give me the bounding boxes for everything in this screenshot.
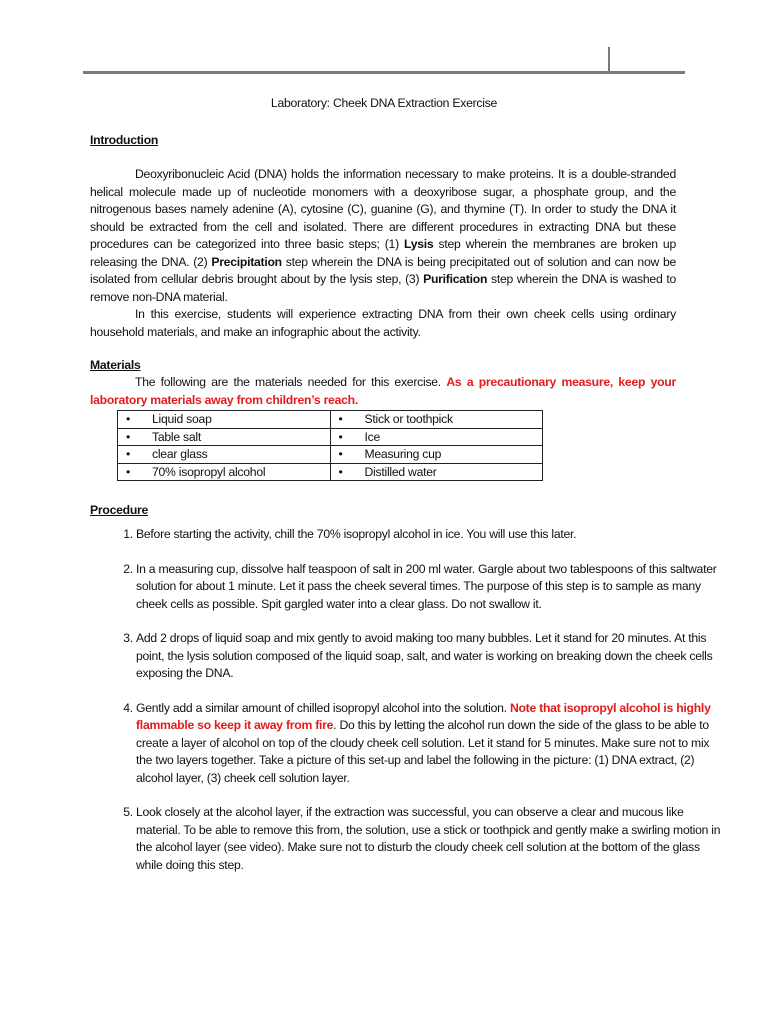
materials-intro	[90, 374, 676, 409]
material-item: Liquid soap	[152, 412, 212, 427]
document-title: Laboratory: Cheek DNA Extraction Exercise	[270, 96, 498, 110]
text: The following are the materials needed for this exercise.	[135, 375, 447, 389]
table-cell	[118, 428, 331, 446]
bullet: •	[338, 429, 343, 444]
bullet: •	[126, 447, 131, 462]
procedure-step: 5. Look closely at the alcohol layer, if the extraction was successful, you can observe a clear and mucous like material. To be able to remove this from, the solution, use a stick or toothpick and gently make a swirling motion in the alcohol layer (see video). Make sure not to disturb the cloudy cheek cell solution at the bottom of the glass while doing this step.	[136, 804, 722, 874]
introduction-paragraph-2: In this exercise, students will experience extracting DNA from their own cheek cells using ordinary household materials, and make an infographic about the activity.	[90, 307, 676, 339]
material-item: Table salt	[152, 429, 201, 444]
procedure-step: 2. In a measuring cup, dissolve half teaspoon of salt in 200 ml water. Gargle about two tablespoons of this saltwater solution for about 1 minute. Let it pass the cheek several times. The purpose of this step is to sample as many cheek cells as possible. Spit gargled water into a clear glass. Do not swallow it.	[136, 561, 722, 613]
table-cell	[330, 411, 543, 429]
bullet: •	[126, 429, 131, 444]
table-row	[118, 428, 543, 446]
material-item: Ice	[364, 429, 381, 444]
table-row	[118, 411, 543, 429]
bullet: •	[338, 447, 343, 462]
header-rule	[83, 71, 685, 74]
header-tick	[608, 47, 610, 72]
flammable-warning: Note that isopropyl alcohol is highly flammable so keep it away from fire	[136, 701, 711, 733]
material-item: Distilled water	[364, 464, 437, 479]
material-item: clear glass	[152, 447, 208, 462]
introduction-paragraph	[90, 166, 676, 306]
table-row	[118, 463, 543, 481]
table-row	[118, 446, 543, 464]
materials-table	[117, 410, 543, 481]
bullet: •	[338, 464, 343, 479]
procedure-heading: Procedure	[90, 503, 149, 517]
text: . Do this by letting the alcohol run down the side of the glass to be able to create a layer of alcohol on top of the cloudy cheek cell solution. Let it stand for 5 minutes. Make sure not to mix the two layers together. Take a picture of this set-up and label the following in the picture: (1) DNA extract, (2) alcohol layer, (3) cheek cell solution layer.	[136, 718, 710, 785]
bullet: •	[338, 412, 343, 427]
table-cell	[118, 463, 331, 481]
procedure-step: 3. Add 2 drops of liquid soap and mix gently to avoid making too many bubbles. Let it stand for 20 minutes. At this point, the lysis solution composed of the liquid soap, salt, and water is working on breaking down the cheek cells exposing the DNA.	[136, 630, 722, 682]
materials-heading: Materials	[90, 358, 141, 372]
procedure-step: 1. Before starting the activity, chill the 70% isopropyl alcohol in ice. You will use this later.	[136, 526, 722, 543]
bullet: •	[126, 464, 131, 479]
table-cell	[330, 428, 543, 446]
materials-warning: As a precautionary measure, keep your laboratory materials away from children’s reach.	[90, 375, 676, 407]
bullet: •	[126, 412, 131, 427]
material-item: Stick or toothpick	[364, 412, 453, 427]
text: step wherein the membranes are broken up releasing the DNA. (2)	[90, 237, 676, 269]
term-purification: Purification	[423, 272, 488, 286]
text: Gently add a similar amount of chilled isopropyl alcohol into the solution.	[136, 701, 510, 716]
text: step wherein the DNA is being precipitated out of solution and can now be isolated from cellular debris brought about by the lysis step, (3)	[90, 254, 676, 286]
table-cell	[330, 463, 543, 481]
introduction-heading: Introduction	[90, 133, 159, 147]
table-cell	[118, 411, 331, 429]
term-lysis: Lysis	[403, 237, 434, 251]
text: Deoxyribonucleic Acid (DNA) holds the information necessary to make proteins. It is a double-stranded helical molecule made up of nucleotide monomers with a deoxyribose sugar, a phosphate group, and the nitrogenous bases namely adenine (A), cytosine (C), guanine (G), and thymine (T). In order to study the DNA it should be extracted from the cell and isolated. There are different procedures in extracting DNA but these procedures can be categorized into three basic steps; (1)	[90, 167, 676, 251]
table-cell	[330, 446, 543, 464]
procedure-list	[90, 526, 722, 891]
text: step wherein the DNA is washed to remove non-DNA material.	[90, 272, 676, 304]
table-cell	[118, 446, 331, 464]
material-item: 70% isopropyl alcohol	[152, 464, 266, 479]
term-precipitation: Precipitation	[211, 254, 282, 269]
procedure-step	[136, 700, 722, 787]
material-item: Measuring cup	[364, 447, 442, 462]
